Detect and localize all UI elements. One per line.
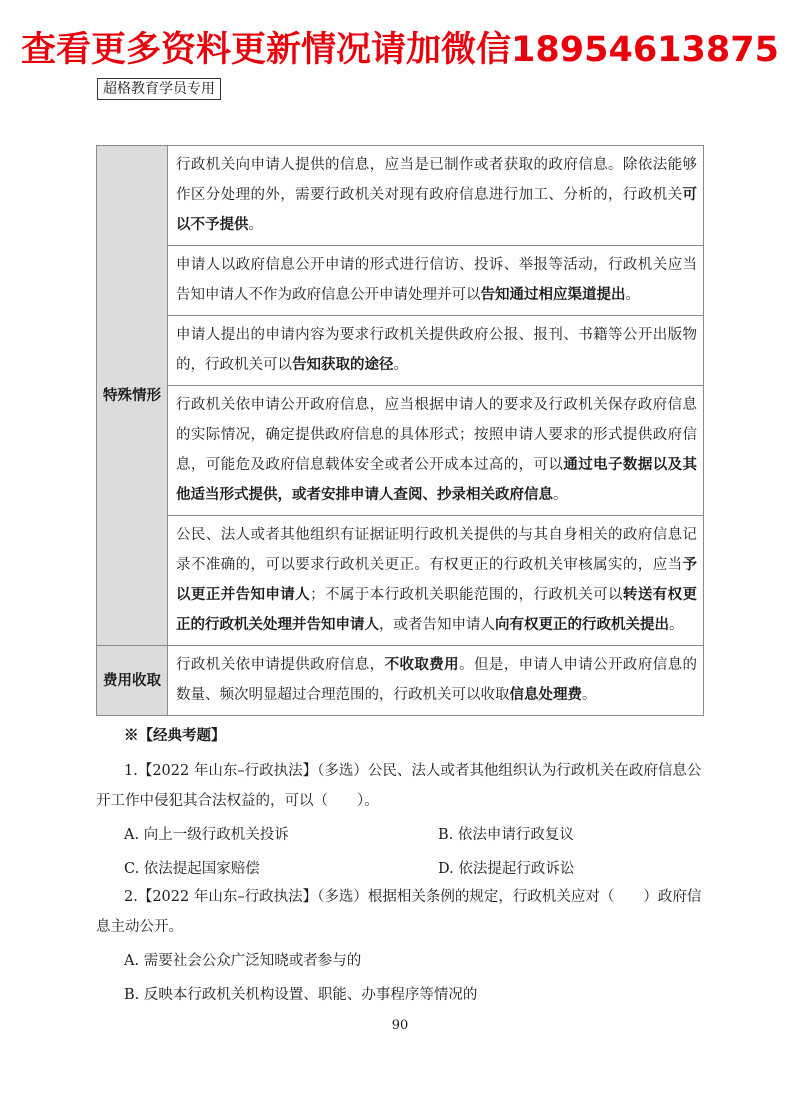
table-cell (168, 316, 704, 386)
question-2 (96, 882, 704, 1010)
page-number: 90 (391, 1018, 409, 1033)
option-c: C. 依法提起国家赔偿 (124, 861, 260, 877)
cell-bold-text: 信息处理费 (509, 686, 582, 703)
options-row (96, 854, 704, 884)
cell-text: 。 (553, 487, 568, 503)
cell-bold-text: 可以不予提供 (176, 186, 697, 233)
cell-bold-text: 予以更正并告知申请人 (176, 556, 697, 603)
option-b: B. 反映本行政机关机构设置、职能、办事程序等情况的 (124, 987, 478, 1003)
table-row (97, 386, 704, 516)
cell-text: 。 (582, 687, 597, 703)
table-row (97, 316, 704, 386)
policy-table (96, 145, 704, 716)
cell-bold-text: 转送有权更正的行政机关处理并告知申请人 (176, 586, 698, 633)
cell-bold-text: 通过电子数据以及其他适当形式提供，或者安排申请人查阅、抄录相关政府信息 (176, 456, 698, 503)
table-cell (168, 146, 704, 246)
option-d: D. 依法提起行政诉讼 (438, 861, 575, 877)
question-1 (96, 756, 704, 884)
cell-text: 。但是，申请人申请公开政府信息的数量、频次明显超过合理范围的，行政机关可以收取 (176, 657, 698, 703)
option-a: A. 向上一级行政机关投诉 (124, 827, 289, 843)
special-situations-label: 特殊情形 (97, 146, 168, 646)
cell-text: 公民、法人或者其他组织有证据证明行政机关提供的与其自身相关的政府信息记录不准确的，可以要求行政机关更正。有权更正的行政机关审核属实的，应当 (176, 527, 697, 573)
table-row (97, 246, 704, 316)
table-row (97, 146, 704, 246)
options-row (96, 820, 704, 850)
cell-text: 行政机关依申请提供政府信息， (176, 657, 385, 673)
cell-text: ，或者告知申请人 (379, 617, 495, 633)
question-2-stem: 2.【2022 年山东–行政执法】（多选）根据相关条例的规定，行政机关应对（ ）政府信息主动公开。 (96, 889, 702, 935)
student-only-stamp: 超格教育学员专用 (97, 78, 221, 100)
table-row (97, 646, 704, 716)
fee-collection-label: 费用收取 (97, 646, 168, 716)
cell-text: 。 (393, 357, 408, 373)
cell-text: 。 (248, 217, 263, 233)
table-cell (168, 516, 704, 646)
table-row (97, 516, 704, 646)
question-1-stem: 1.【2022 年山东–行政执法】（多选）公民、法人或者其他组织认为行政机关在政府信息公开工作中侵犯其合法权益的，可以（ ）。 (96, 763, 702, 809)
classic-questions-heading: ※【经典考题】 (124, 727, 226, 744)
cell-text: 行政机关向申请人提供的信息，应当是已制作或者获取的政府信息。除依法能够作区分处理的外，需要行政机关对现有政府信息进行加工、分析的，行政机关 (176, 157, 697, 203)
cell-text: 申请人以政府信息公开申请的形式进行信访、投诉、举报等活动，行政机关应当告知申请人不作为政府信息公开申请处理并可以 (176, 257, 697, 303)
cell-bold-text: 不收取费用 (384, 656, 460, 673)
wechat-banner: 查看更多资料更新情况请加微信18954613875 (21, 30, 779, 70)
cell-bold-text: 向有权更正的行政机关提出 (495, 616, 669, 633)
table-cell (168, 386, 704, 516)
cell-text: 。 (669, 617, 684, 633)
cell-text: 行政机关依申请公开政府信息，应当根据申请人的要求及行政机关保存政府信息的实际情况，确定提供政府信息的具体形式；按照申请人要求的形式提供政府信息，可能危及政府信息载体安全或者公开成本过高的，可以 (176, 397, 697, 473)
table-cell (168, 246, 704, 316)
option-a: A. 需要社会公众广泛知晓或者参与的 (124, 953, 362, 969)
cell-text: 。 (625, 287, 640, 303)
cell-bold-text: 告知获取的途径 (292, 356, 394, 373)
option-b: B. 依法申请行政复议 (438, 827, 574, 843)
cell-text: 申请人提出的申请内容为要求行政机关提供政府公报、报刊、书籍等公开出版物的，行政机关可以 (176, 327, 697, 373)
table-cell (168, 646, 704, 716)
cell-text: ；不属于本行政机关职能范围的，行政机关可以 (310, 587, 623, 603)
cell-bold-text: 告知通过相应渠道提出 (480, 286, 626, 303)
